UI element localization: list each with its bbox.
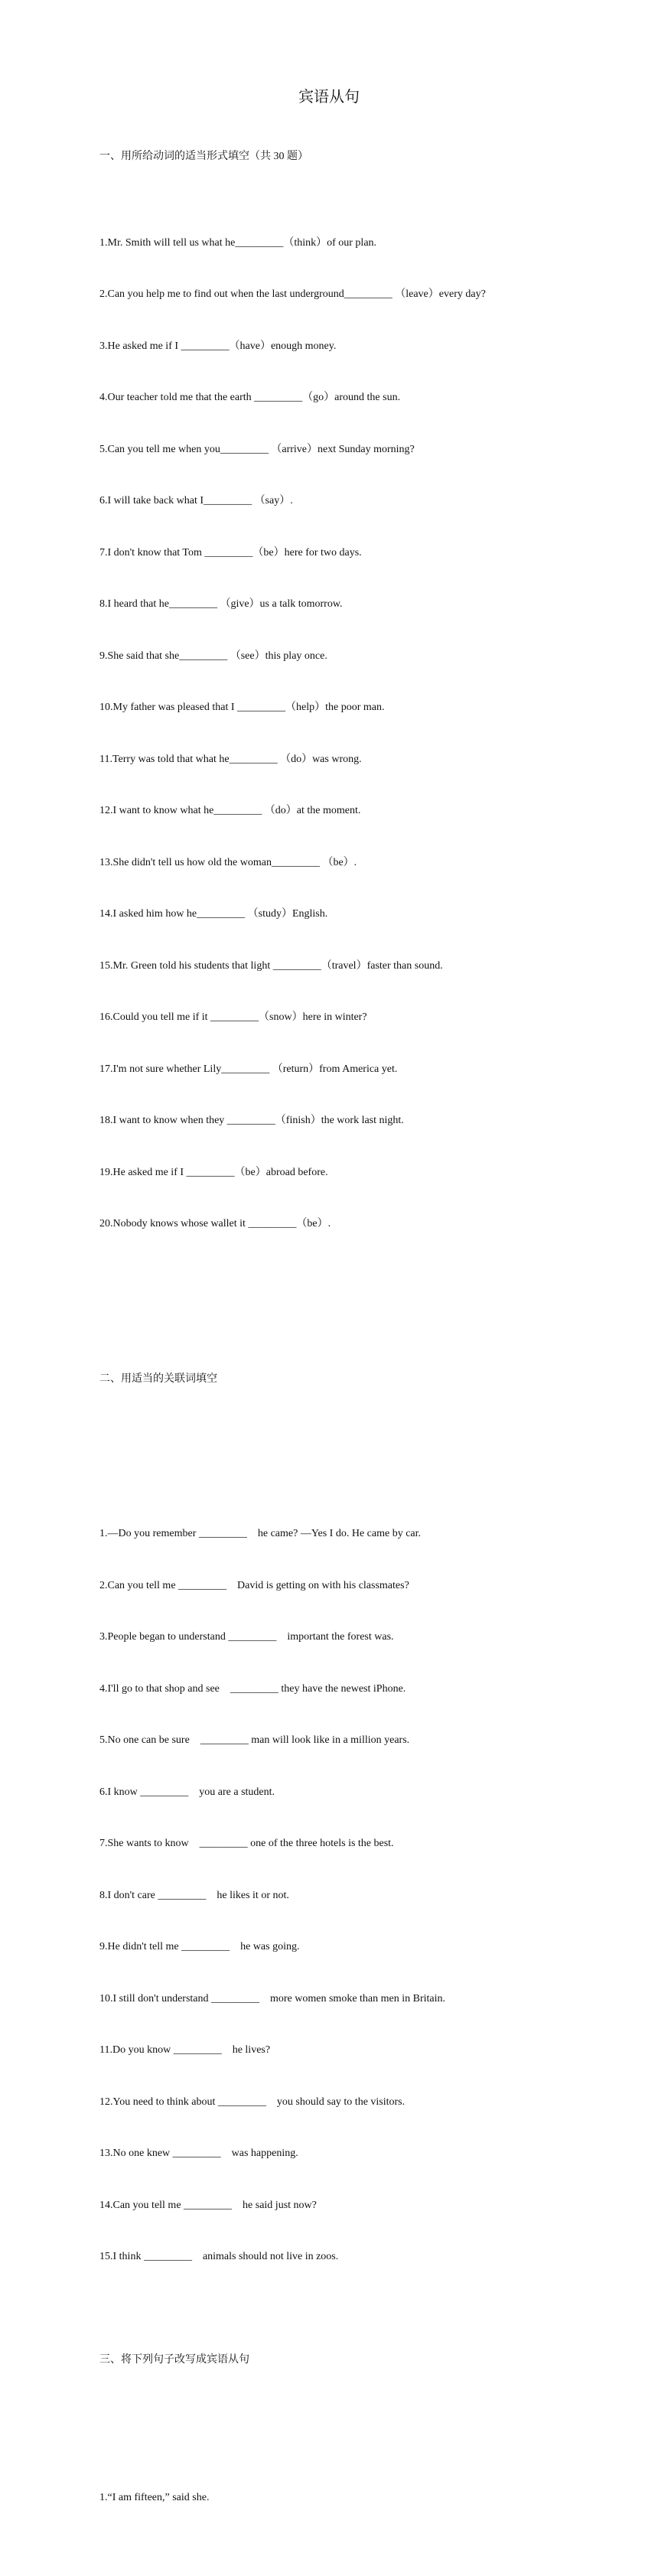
exercise-item: 5.Can you tell me when you_________ （arrive）next Sunday morning?: [99, 443, 415, 455]
document-body: [99, 114, 589, 2576]
exercise-item: 8.I don't care _________ he likes it or not.: [99, 1889, 289, 1901]
exercise-item: 13.She didn't tell us how old the woman_________ （be）.: [99, 856, 357, 868]
exercise-item: 15.Mr. Green told his students that light _________（travel）faster than sound.: [99, 959, 443, 972]
section2-list: [99, 1491, 589, 2301]
exercise-item: 6.I know _________ you are a student.: [99, 1786, 275, 1798]
spacer: [99, 1319, 589, 1337]
spacer: [99, 2404, 589, 2421]
exercise-item: 9.He didn't tell me _________ he was going.: [99, 1941, 300, 1952]
exercise-item: 11.Terry was told that what he_________ （do）was wrong.: [99, 753, 362, 765]
exercise-item: 16.Could you tell me if it _________（snow）here in winter?: [99, 1011, 367, 1023]
exercise-item: 1.Mr. Smith will tell us what he_________（think）of our plan.: [99, 236, 377, 249]
exercise-item: 4.Our teacher told me that the earth _________（go）around the sun.: [99, 392, 401, 403]
exercise-item: 15.I think _________ animals should not live in zoos.: [99, 2251, 339, 2262]
exercise-item: 10.My father was pleased that I _________（help）the poor man.: [99, 702, 385, 713]
section1-heading: 一、用所给动词的适当形式填空（共 30 题）: [99, 151, 308, 162]
exercise-item: 12.I want to know what he_________ （do）at the moment.: [99, 805, 361, 816]
exercise-item: 7.I don't know that Tom _________（be）here for two days.: [99, 546, 362, 559]
exercise-item: 5.No one can be sure _________ man will look like in a million years.: [99, 1734, 410, 1746]
exercise-item: 14.I asked him how he_________ （study）English.: [99, 908, 328, 920]
spacer: [99, 1422, 589, 1440]
exercise-item: 2.Can you help me to find out when the last underground_________ （leave）every day?: [99, 288, 486, 300]
section3-list: [99, 2455, 589, 2542]
page-title: 宾语从句: [298, 89, 360, 106]
exercise-item: 19.He asked me if I _________（be）abroad before.: [99, 1166, 328, 1178]
exercise-item: 4.I'll go to that shop and see _________ they have the newest iPhone.: [99, 1682, 406, 1695]
exercise-item: 7.She wants to know _________ one of the three hotels is the best.: [99, 1838, 394, 1849]
exercise-item: 3.He asked me if I _________（have）enough money.: [99, 340, 337, 352]
exercise-item: 6.I will take back what I_________ （say）.: [99, 495, 293, 506]
section3-heading: 三、将下列句子改写成宾语从句: [99, 2354, 249, 2366]
exercise-item: 12.You need to think about _________ you should say to the visitors.: [99, 2096, 406, 2108]
exercise-item: 2.Can you tell me _________ David is getting on with his classmates?: [99, 1579, 409, 1591]
exercise-item: 14.Can you tell me _________ he said just now?: [99, 2199, 317, 2211]
exercise-item: 10.I still don't understand _________ more women smoke than men in Britain.: [99, 1992, 446, 2004]
exercise-item: 17.I'm not sure whether Lily_________ （return）from America yet.: [99, 1063, 398, 1075]
exercise-item: 3.People began to understand _________ important the forest was.: [99, 1631, 394, 1643]
exercise-item: 9.She said that she_________ （see）this play once.: [99, 650, 327, 662]
exercise-item: 1.“I am fifteen,” said she.: [99, 2492, 210, 2503]
section2-heading: 二、用适当的关联词填空: [99, 1373, 217, 1385]
exercise-item: 8.I heard that he_________ （give）us a talk tomorrow.: [99, 598, 343, 610]
exercise-item: 13.No one knew _________ was happening.: [99, 2148, 298, 2159]
exercise-item: 20.Nobody knows whose wallet it _________（be）.: [99, 1218, 331, 1229]
exercise-item: 1.—Do you remember _________ he came? —Yes I do. He came by car.: [99, 1528, 422, 1539]
section1-list: [99, 200, 589, 1268]
exercise-item: 18.I want to know when they _________（finish）the work last night.: [99, 1115, 404, 1126]
exercise-item: 11.Do you know _________ he lives?: [99, 2044, 271, 2056]
